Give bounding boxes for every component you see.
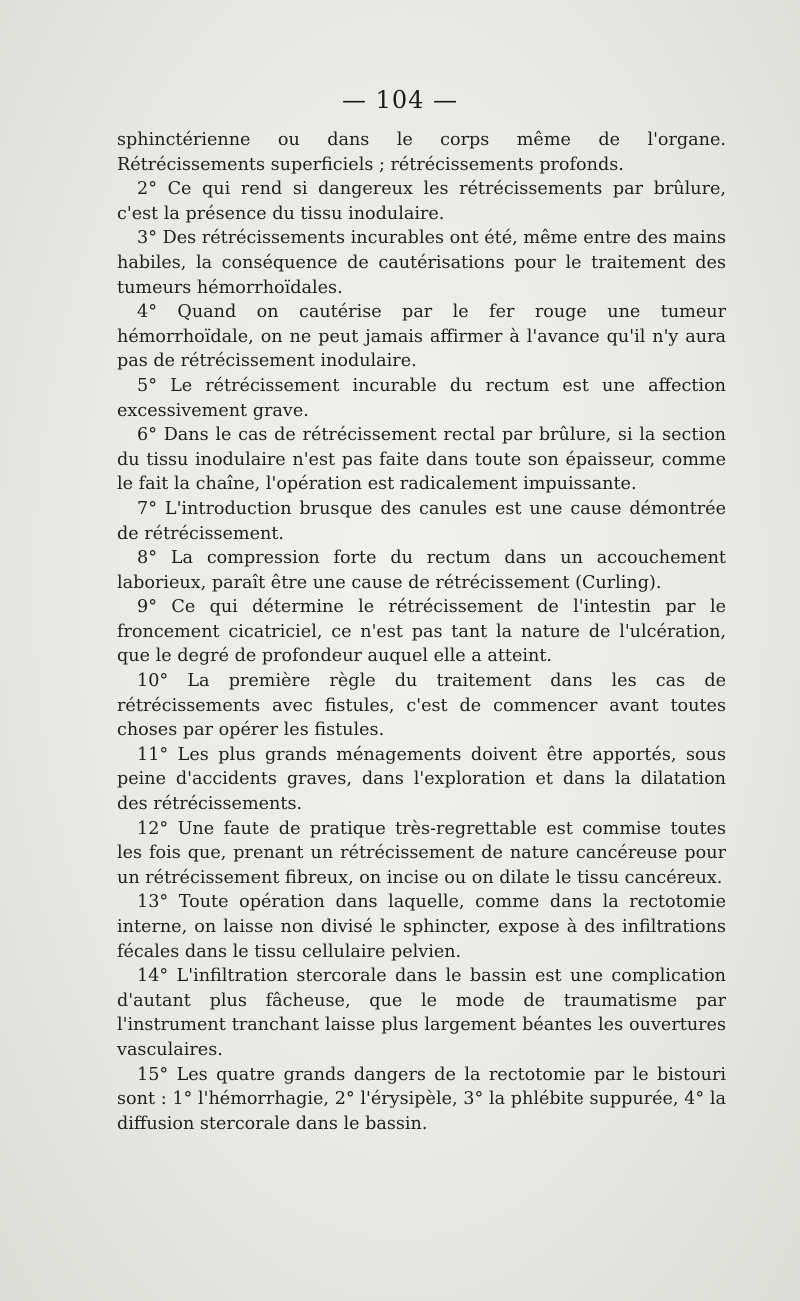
paragraph-conclusion-2: 2° Ce qui rend si dangereux les rétrécissements par brûlure, c'est la présence du tissu inodulaire. [117, 179, 726, 224]
paragraph-conclusion-9: 9° Ce qui détermine le rétrécissement de l'intestin par le froncement cicatriciel, ce n'est pas tant la nature de l'ulcération, que le degré de profondeur auquel elle a atteint. [117, 597, 726, 667]
paragraph-conclusion-10: 10° La première règle du traitement dans les cas de rétrécissements avec fistules, c'est de commencer avant toutes choses par opérer les fistules. [117, 671, 726, 741]
body-text [117, 128, 726, 1136]
paragraph-conclusion-6: 6° Dans le cas de rétrécissement rectal par brûlure, si la section du tissu inodulaire n'est pas faite dans toute son épaisseur, comme le fait la chaîne, l'opération est radicalement impuissante. [117, 425, 726, 495]
paragraph-conclusion-15: 15° Les quatre grands dangers de la rectotomie par le bistouri sont : 1° l'hémorrhagie, 2° l'érysipèle, 3° la phlébite suppurée, 4° la diffusion stercorale dans le bassin. [117, 1064, 726, 1134]
paragraph-conclusion-13: 13° Toute opération dans laquelle, comme dans la rectotomie interne, on laisse non divisé le sphincter, expose à des infiltrations fécales dans le tissu cellulaire pelvien. [117, 892, 726, 962]
paragraph-conclusion-7: 7° L'introduction brusque des canules est une cause démontrée de rétrécissement. [117, 498, 726, 544]
paragraph-conclusion-4: 4° Quand on cautérise par le fer rouge une tumeur hémorrhoïdale, on ne peut jamais affirmer à l'avance qu'il n'y aura pas de rétrécissement inodulaire. [117, 302, 726, 372]
paragraph-continuation: sphinctérienne ou dans le corps même de l'organe. Rétrécissements superficiels ; rétrécissements profonds. [117, 130, 726, 175]
paragraph-conclusion-12: 12° Une faute de pratique très-regrettable est commise toutes les fois que, prenant un rétrécissement de nature cancéreuse pour un rétrécissement fibreux, on incise ou on dilate le tissu cancéreux. [117, 818, 726, 888]
paragraph-conclusion-11: 11° Les plus grands ménagements doivent être apportés, sous peine d'accidents graves, dans l'exploration et dans la dilatation des rétrécissements. [117, 744, 726, 815]
paragraph-conclusion-14: 14° L'infiltration stercorale dans le bassin est une complication d'autant plus fâcheuse, que le mode de traumatisme par l'instrument tranchant laisse plus largement béantes les ouvertures vasculaires. [117, 966, 726, 1060]
paragraph-conclusion-5: 5° Le rétrécissement incurable du rectum est une affection excessivement grave. [117, 375, 726, 421]
paragraph-conclusion-8: 8° La compression forte du rectum dans un accouchement laborieux, paraît être une cause de rétrécissement (Curling). [117, 548, 726, 593]
page-number: — 104 — [341, 86, 459, 114]
paragraph-conclusion-3: 3° Des rétrécissements incurables ont été, même entre des mains habiles, la conséquence de cautérisations pour le traitement des tumeurs hémorrhoïdales. [117, 228, 726, 298]
